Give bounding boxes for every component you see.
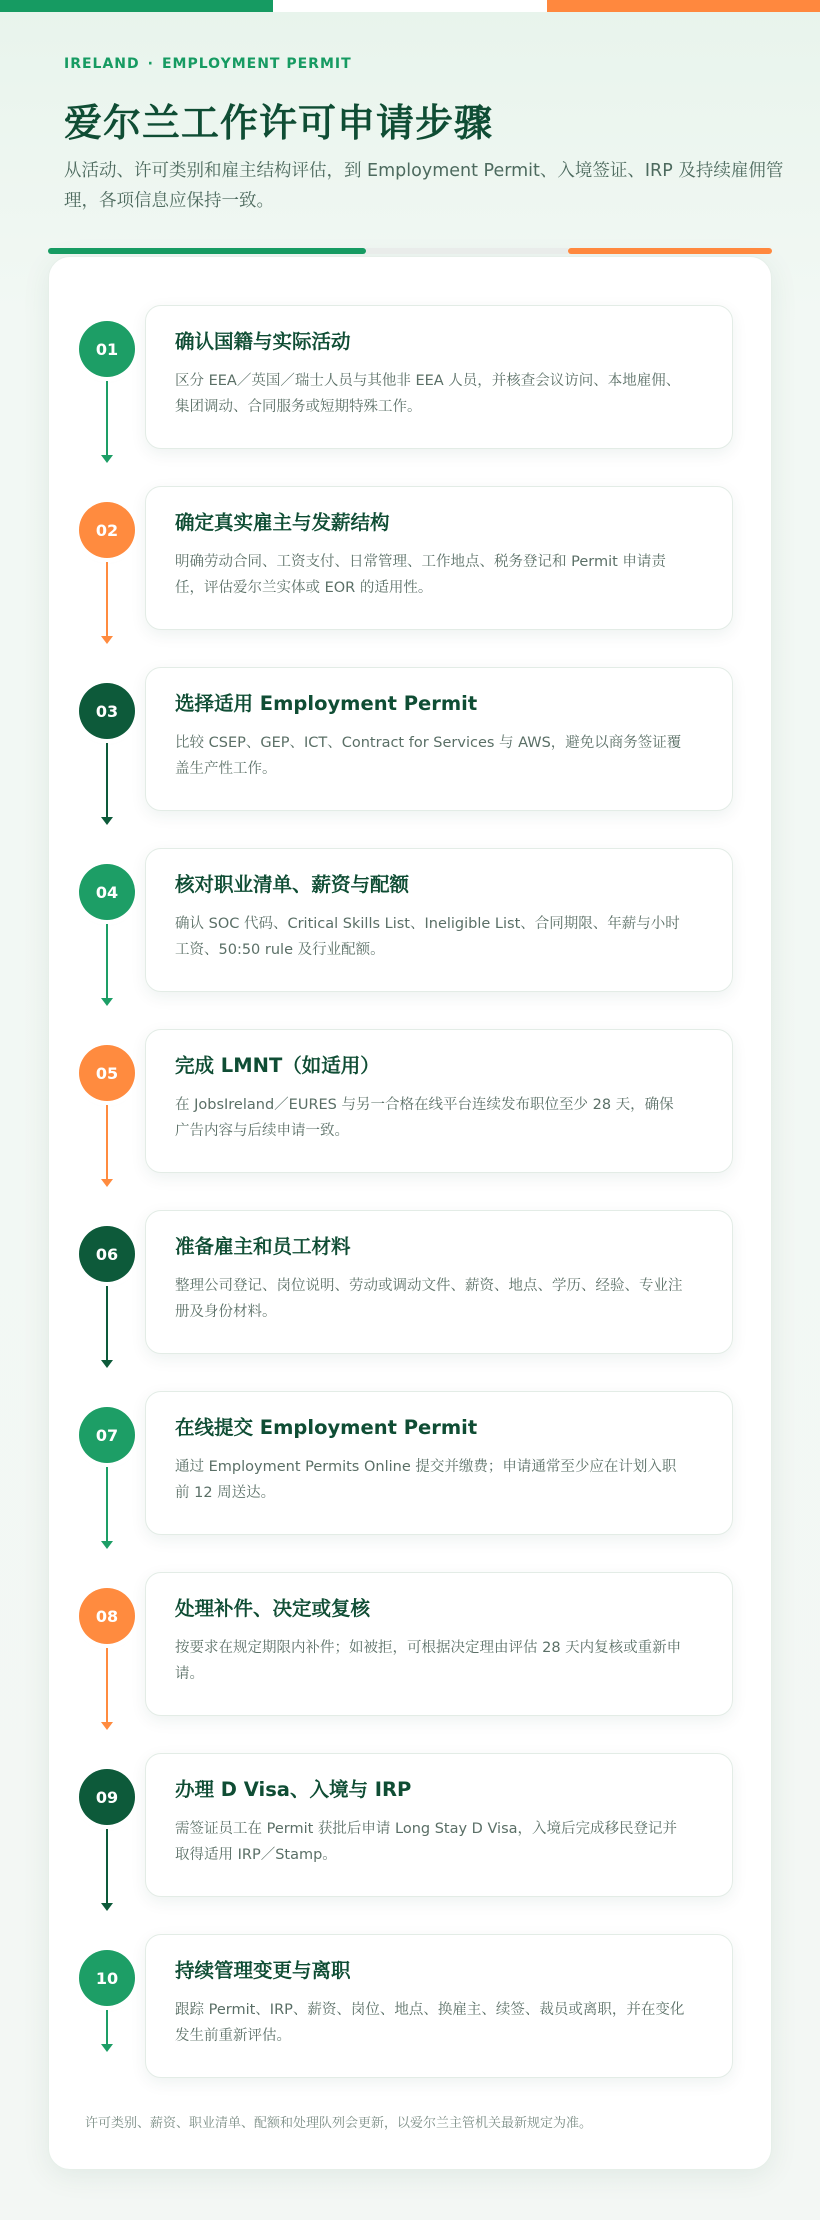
step-item — [49, 1210, 773, 1391]
eyebrow-dot: · — [147, 56, 154, 72]
step-connector-arrow — [106, 562, 108, 642]
step-item — [49, 848, 773, 1029]
step-item — [49, 1391, 773, 1572]
step-title: 确认国籍与实际活动 — [175, 330, 351, 353]
flag-white — [273, 0, 546, 12]
step-number-badge: 10 — [79, 1950, 135, 2006]
step-title: 核对职业清单、薪资与配额 — [175, 873, 410, 896]
step-description: 在 JobsIreland／EURES 与另一合格在线平台连续发布职位至少 28 天，确保广告内容与后续申请一致。 — [175, 1097, 674, 1139]
flag-stripe — [0, 0, 820, 12]
step-number-badge: 03 — [79, 683, 135, 739]
step-number-badge: 06 — [79, 1226, 135, 1282]
step-number-badge: 01 — [79, 321, 135, 377]
card-accent-strip — [48, 248, 772, 254]
flag-orange — [547, 0, 820, 12]
strip-green — [48, 248, 366, 254]
step-item — [49, 1934, 773, 2115]
step-title: 持续管理变更与离职 — [175, 1959, 351, 1982]
footnote: 许可类别、薪资、职业清单、配额和处理队列会更新，以爱尔兰主管机关最新规定为准。 — [85, 2116, 593, 2131]
step-title: 办理 D Visa、入境与 IRP — [175, 1778, 412, 1801]
step-title: 在线提交 Employment Permit — [175, 1416, 478, 1439]
step-title: 选择适用 Employment Permit — [175, 692, 478, 715]
step-box — [145, 1572, 733, 1716]
step-box — [145, 1934, 733, 2078]
step-description: 比较 CSEP、GEP、ICT、Contract for Services 与 AWS，避免以商务签证覆盖生产性工作。 — [175, 735, 682, 777]
eyebrow-country: IRELAND — [64, 56, 140, 72]
step-box — [145, 1210, 733, 1354]
page-subtitle: 从活动、许可类别和雇主结构评估，到 Employment Permit、入境签证、IRP 及持续雇佣管理，各项信息应保持一致。 — [64, 161, 784, 211]
step-number-badge: 08 — [79, 1588, 135, 1644]
step-number-badge: 05 — [79, 1045, 135, 1101]
step-item — [49, 1572, 773, 1753]
step-description: 明确劳动合同、工资支付、日常管理、工作地点、税务登记和 Permit 申请责任，评估爱尔兰实体或 EOR 的适用性。 — [175, 554, 666, 596]
step-connector-arrow — [106, 924, 108, 1004]
flag-green — [0, 0, 273, 12]
step-connector-line — [106, 2010, 108, 2050]
step-box — [145, 1391, 733, 1535]
step-description: 按要求在规定期限内补件；如被拒，可根据决定理由评估 28 天内复核或重新申请。 — [175, 1640, 682, 1682]
eyebrow — [64, 56, 352, 72]
step-connector-arrow — [106, 1648, 108, 1728]
step-box — [145, 305, 733, 449]
step-item — [49, 1029, 773, 1210]
step-item — [49, 667, 773, 848]
step-box — [145, 1029, 733, 1173]
step-number-badge: 07 — [79, 1407, 135, 1463]
step-description: 整理公司登记、岗位说明、劳动或调动文件、薪资、地点、学历、经验、专业注册及身份材料。 — [175, 1278, 683, 1320]
step-box — [145, 1753, 733, 1897]
step-connector-arrow — [106, 1286, 108, 1366]
step-item — [49, 305, 773, 486]
page-title: 爱尔兰工作许可申请步骤 — [64, 101, 494, 145]
step-description: 确认 SOC 代码、Critical Skills List、Ineligible List、合同期限、年薪与小时工资、50:50 rule 及行业配额。 — [175, 916, 680, 958]
step-connector-arrow — [106, 1829, 108, 1909]
strip-orange — [568, 248, 772, 254]
step-description: 需签证员工在 Permit 获批后申请 Long Stay D Visa，入境后完成移民登记并取得适用 IRP／Stamp。 — [175, 1821, 678, 1863]
step-item — [49, 486, 773, 667]
step-connector-arrow — [106, 381, 108, 461]
step-connector-arrow — [106, 743, 108, 823]
step-number-badge: 04 — [79, 864, 135, 920]
step-title: 确定真实雇主与发薪结构 — [175, 511, 390, 534]
eyebrow-topic: EMPLOYMENT PERMIT — [161, 56, 352, 72]
step-title: 处理补件、决定或复核 — [175, 1597, 371, 1620]
step-number-badge: 09 — [79, 1769, 135, 1825]
step-box — [145, 848, 733, 992]
step-item — [49, 1753, 773, 1934]
step-connector-arrow — [106, 1105, 108, 1185]
step-connector-arrow — [106, 1467, 108, 1547]
steps-card — [48, 256, 772, 2170]
step-description: 区分 EEA／英国／瑞士人员与其他非 EEA 人员，并核查会议访问、本地雇佣、集团调动、合同服务或短期特殊工作。 — [175, 373, 681, 415]
step-description: 跟踪 Permit、IRP、薪资、岗位、地点、换雇主、续签、裁员或离职，并在变化发生前重新评估。 — [175, 2002, 685, 2044]
step-box — [145, 667, 733, 811]
step-description: 通过 Employment Permits Online 提交并缴费；申请通常至少应在计划入职前 12 周送达。 — [175, 1459, 677, 1501]
strip-gray — [366, 248, 568, 254]
step-title: 准备雇主和员工材料 — [175, 1235, 351, 1258]
step-number-badge: 02 — [79, 502, 135, 558]
step-box — [145, 486, 733, 630]
step-title: 完成 LMNT（如适用） — [175, 1054, 380, 1077]
